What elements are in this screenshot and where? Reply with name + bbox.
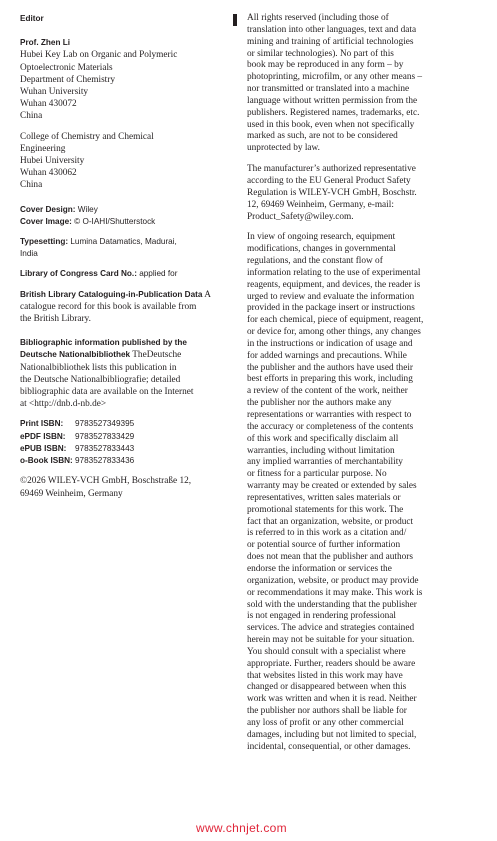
isbn-row [20,443,232,455]
disclaimer-line: of this work and specifically disclaim all [247,433,399,444]
disclaimer-line: services. The advice and strategies contained [247,623,415,634]
bl-text: catalogue record for this book is available from [20,301,197,312]
disclaimer-line: that websites listed in this work may have [247,670,403,681]
dnb-text: Nationalbibliothek lists this publication in [20,362,177,373]
dnb-text: bibliographic data are available on the Internet [20,387,194,398]
disclaimer-line: regulations, and the constant flow of [247,256,383,267]
isbn-row [20,455,232,467]
disclaimer-line: representatives, written sales materials or [247,492,401,503]
isbn-value: 9783527833429 [75,431,135,441]
cover-image-value: © O-IAHI/Shutterstock [71,216,156,226]
disclaimer-line: any implied warranties of merchantability [247,457,403,468]
affiliation-2-line: Hubei University [20,156,85,167]
rights-line: book may be reproduced in any form – by [247,60,404,71]
editor-heading: Editor [20,14,44,23]
disclaimer-line: or recommendations it may make. This work is [247,587,423,598]
disclaimer-line: work was written and when it is read. Neither [247,694,417,705]
affiliation-1-line: Wuhan University [20,87,89,98]
disclaimer-line: or potential source of further information [247,540,401,551]
copyright-line: ©2026 WILEY-VCH GmbH, Boschstraße 12, [20,476,192,487]
typesetting [20,236,232,260]
cover-image-label: Cover Image: [20,216,72,226]
isbn-value: 9783527349395 [75,419,135,429]
isbn-label: Print ISBN: [20,419,64,429]
isbn-row [20,418,232,430]
affiliation-1 [20,49,232,122]
disclaimer-line: warranties, including without limitation [247,445,395,456]
disclaimer-line: does not mean that the publisher and authors [247,552,414,563]
dnb-text: the Deutsche Nationalbibliografie; detailed [20,374,181,385]
disclaimer-line: herein may not be suitable for your situation. [247,635,415,646]
rights-paragraph [247,13,463,155]
disclaimer-line: urged to review and evaluate the information [247,291,415,302]
representative-paragraph [247,164,463,223]
rights-line: marked as such, are not to be considered [247,131,398,142]
disclaimer-line: damages, including but not limited to special, [247,729,417,740]
typesetting-value: Lumina Datamatics, Madurai, [68,237,177,247]
affiliation-1-line: Optoelectronic Materials [20,62,113,73]
dnb-text: TheDeutsche [130,350,182,361]
disclaimer-line: changed or disappeared between when this [247,682,407,693]
disclaimer-line: the accuracy or completeness of the contents [247,421,414,432]
disclaimer-paragraph [247,232,463,753]
affiliation-2-line: Wuhan 430062 [20,168,77,179]
representative-line: according to the EU General Product Safety [247,175,411,186]
affiliation-1-line: China [20,111,43,122]
cover-design-label: Cover Design: [20,204,76,214]
disclaimer-line: for each chemical, piece of equipment, reagent, [247,315,424,326]
representative-line: 12, 69469 Weinheim, Germany, e-mail: [247,199,394,210]
watermark: www.chnjet.com [196,821,287,835]
rights-line: used in this book, even when not specifically [247,119,415,130]
disclaimer-line: the publisher and the authors have used their [247,362,414,373]
disclaimer-line: is referred to in this work as a citation and/ [247,528,407,539]
disclaimer-line: the publisher nor the authors make any [247,398,392,409]
editor-name: Prof. Zhen Li [20,38,71,48]
disclaimer-line: provided in the package insert or instructions [247,303,415,314]
disclaimer-line: In view of ongoing research, equipment [247,232,396,243]
disclaimer-line: information relating to the use of experimental [247,267,421,278]
affiliation-1-line: Wuhan 430072 [20,99,77,110]
british-library [20,289,232,326]
typesetting-label: Typesetting: [20,237,69,247]
rights-line: or similar technologies). No part of this [247,48,394,59]
disclaimer-line: or device for, among other things, any changes [247,327,421,338]
affiliation-2 [20,131,232,192]
disclaimer-line: modifications, changes in governmental [247,244,396,255]
disclaimer-line: a review of the content of the work, neither [247,386,408,397]
representative-line: The manufacturer’s authorized representative [247,164,416,175]
isbn-label: ePUB ISBN: [20,443,67,453]
rights-line: translation into other languages, text and data [247,24,417,35]
right-column [247,13,463,753]
disclaimer-line: incidental, consequential, or other damages. [247,741,411,752]
copyright-line: 69469 Weinheim, Germany [20,488,123,499]
disclaimer-line: for added warnings and precautions. While [247,350,407,361]
disclaimer-line: representations or warranties with respect to [247,410,412,420]
disclaimer-line: in the instructions or indication of usage and [247,338,413,349]
isbn-value: 9783527833436 [75,456,135,466]
loc-value: applied for [136,269,178,279]
disclaimer-line: You should consult with a specialist where [247,646,406,657]
loc-label: Library of Congress Card No.: [20,269,137,279]
disclaimer-line: any loss of profit or any other commercial [247,717,404,728]
rights-line: language without written permission from the [247,95,418,106]
bl-label: British Library Cataloguing-in-Publication Data [20,289,203,299]
dnb-label: Bibliographic information published by the [20,338,187,348]
disclaimer-line: warranty may be created or extended by sales [247,481,417,492]
bl-text: the British Library. [20,314,91,325]
representative-line: Regulation is WILEY-VCH GmbH, Boschstr. [247,187,417,198]
disclaimer-line: fact that an organization, website, or product [247,516,414,527]
disclaimer-line: reagents, equipment, and devices, the reader is [247,279,421,290]
isbn-row [20,431,232,443]
disclaimer-line: or fitness for a particular purpose. No [247,469,387,480]
disclaimer-line: the publisher nor authors shall be liable for [247,706,407,717]
representative-line: Product_Safety@wiley.com. [247,211,354,222]
copyright [20,475,232,499]
isbn-label: o-Book ISBN: [20,456,73,466]
dnb-text: at <http://dnb.d-nb.de> [20,399,107,410]
rights-line: mining and training of artificial technologies [247,36,414,47]
affiliation-2-line: China [20,180,43,191]
rights-line: publishers. Registered names, trademarks, etc. [247,107,420,118]
typesetting-value: India [20,249,38,259]
disclaimer-line: endorse the information or services the [247,563,392,574]
left-column [20,13,232,500]
rights-line: unprotected by law. [247,143,320,154]
affiliation-2-line: Engineering [20,143,66,154]
disclaimer-line: is not engaged in rendering professional [247,611,396,622]
isbn-list [20,418,232,467]
cover-design [20,204,232,216]
rights-line: photoprinting, microfilm, or any other means – [247,72,423,83]
disclaimer-line: best efforts in preparing this work, including [247,374,413,385]
affiliation-2-line: College of Chemistry and Chemical [20,131,154,142]
rights-line: All rights reserved (including those of [247,13,389,23]
section-marker [233,14,237,26]
cover-design-value: Wiley [75,204,98,214]
disclaimer-line: organization, website, or product may provide [247,575,419,586]
isbn-value: 9783527833443 [75,443,135,453]
isbn-label: ePDF ISBN: [20,431,66,441]
cover-image [20,216,232,228]
dnb-info [20,337,232,410]
affiliation-1-line: Hubei Key Lab on Organic and Polymeric [20,50,178,61]
rights-line: nor transmitted or translated into a machine [247,84,410,95]
disclaimer-line: promotional statements for this work. The [247,504,404,515]
disclaimer-line: sold with the understanding that the publisher [247,599,417,610]
dnb-label: Deutsche Nationalbibliothek [20,350,131,360]
disclaimer-line: appropriate. Further, readers should be aware [247,658,416,669]
affiliation-1-line: Department of Chemistry [20,74,116,85]
loc-card [20,268,232,280]
bl-text: A [202,289,211,300]
